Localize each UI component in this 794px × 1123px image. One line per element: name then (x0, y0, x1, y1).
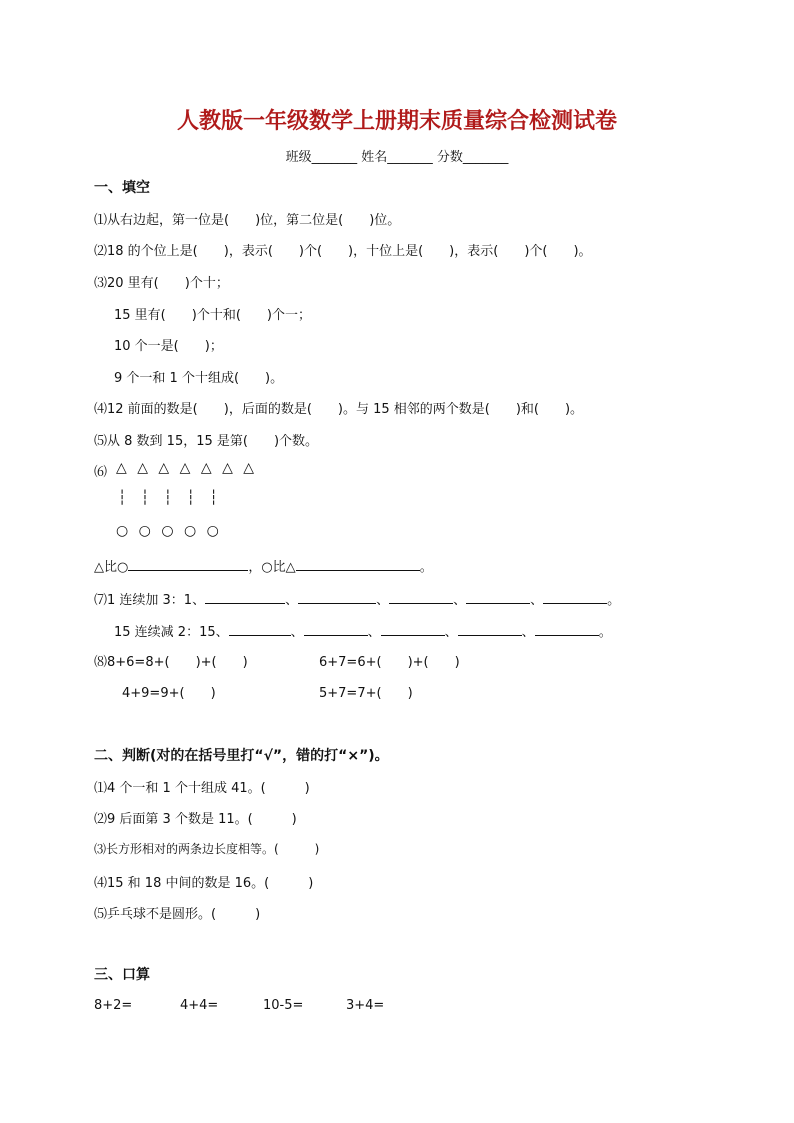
answer-blank[interactable] (128, 560, 248, 571)
section-heading-mental-math: 三、口算 (94, 967, 150, 983)
answer-blank[interactable] (466, 593, 530, 604)
answer-blank[interactable] (389, 593, 453, 604)
period: 。 (419, 560, 433, 575)
mental-math-item: 8+2= (94, 998, 133, 1013)
question-3d: 9 个一和 1 个十组成( )。 (114, 371, 284, 386)
question-7b: 15 连续减 2：15、 、 、 、 、 。 (114, 625, 612, 640)
question-7a-prefix: ⑺1 连续加 3：1、 (94, 593, 206, 608)
mental-math-item: 4+4= (180, 998, 219, 1013)
judgement-item-2: ⑵9 后面第 3 个数是 11。( ) (94, 812, 297, 827)
question-6-compare (94, 556, 433, 575)
question-5: ⑸从 8 数到 15，15 是第( )个数。 (94, 434, 319, 449)
section-heading-true-false: 二、判断(对的在括号里打“√”，错的打“×”)。 (94, 748, 389, 764)
compare-circle-triangle-label: ，○比△ (248, 560, 296, 575)
answer-blank[interactable] (296, 560, 420, 571)
answer-blank[interactable] (458, 625, 522, 636)
answer-blank[interactable] (304, 625, 368, 636)
student-info-line: 班级_______ 姓名_______ 分数_______ (285, 150, 509, 165)
judgement-item-4: ⑷15 和 18 中间的数是 16。( ) (94, 876, 314, 891)
question-8a-left: ⑻8+6=8+( )+( ) (94, 655, 248, 670)
judgement-item-1: ⑴4 个一和 1 个十组成 41。( ) (94, 781, 310, 796)
question-7b-prefix: 15 连续减 2：15、 (114, 625, 229, 640)
question-8a-right: 6+7=6+( )+( ) (319, 655, 460, 670)
question-8b-left: 4+9=9+( ) (122, 686, 216, 701)
answer-blank[interactable] (205, 593, 285, 604)
question-3b: 15 里有( )个十和( )个一； (114, 308, 311, 323)
judgement-item-3: ⑶长方形相对的两条边长度相等。( ) (94, 842, 320, 856)
mental-math-item: 10-5= (263, 998, 304, 1013)
question-3c: 10 个一是( )； (114, 339, 223, 354)
answer-blank[interactable] (381, 625, 445, 636)
circle-row: ○ ○ ○ ○ ○ (116, 523, 219, 539)
judgement-item-5: ⑸乒乓球不是圆形。( ) (94, 907, 261, 922)
question-6-label: ⑹ (94, 465, 108, 480)
question-7a: ⑺1 连续加 3：1、 、 、 、 、 。 (94, 593, 621, 608)
compare-triangle-circle-label: △比○ (94, 560, 129, 575)
answer-blank[interactable] (298, 593, 376, 604)
answer-blank[interactable] (543, 593, 607, 604)
answer-blank[interactable] (535, 625, 599, 636)
question-8b-right: 5+7=7+( ) (319, 686, 413, 701)
page-title: 人教版一年级数学上册期末质量综合检测试卷 (176, 108, 617, 134)
question-1: ⑴从右边起，第一位是( )位，第二位是( )位。 (94, 213, 401, 228)
section-heading-fill-in: 一、填空 (94, 180, 150, 196)
question-3a: ⑶20 里有( )个十； (94, 276, 229, 291)
triangle-row: △ △ △ △ △ △ △ (116, 460, 255, 476)
question-4: ⑷12 前面的数是( )，后面的数是( )。与 15 相邻的两个数是( )和( )。 (94, 402, 584, 417)
question-2: ⑵18 的个位上是( )，表示( )个( )，十位上是( )，表示( )个( )。 (94, 244, 592, 259)
dotted-line-row: ┆ ┆ ┆ ┆ ┆ (118, 490, 218, 506)
answer-blank[interactable] (229, 625, 291, 636)
mental-math-item: 3+4= (346, 998, 385, 1013)
